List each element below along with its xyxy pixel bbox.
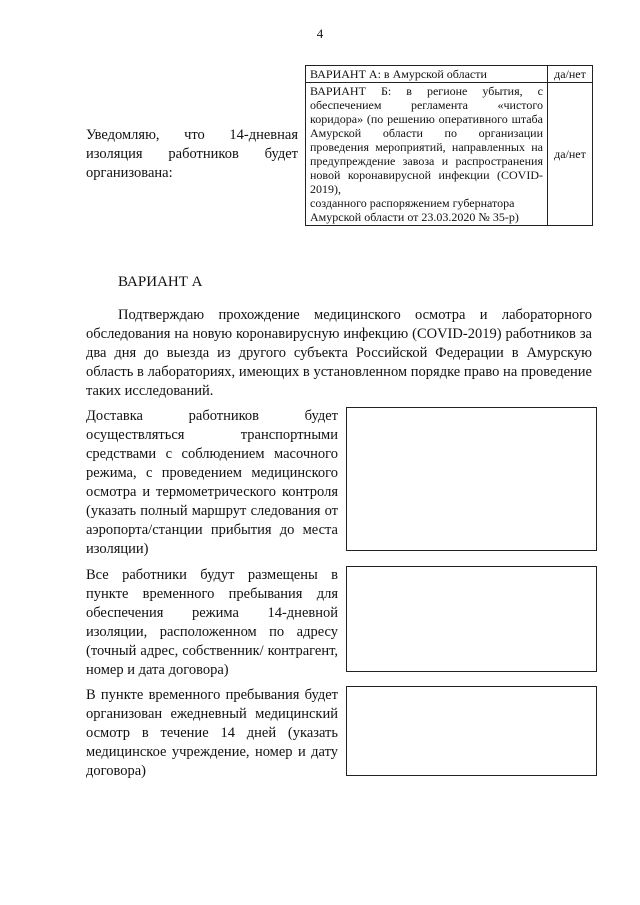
medical-institution-input[interactable] — [346, 686, 597, 776]
isolation-options-table — [305, 65, 593, 226]
page-number: 4 — [316, 26, 324, 41]
accommodation-field-label: Все работники будут размещены в пункте временного пребывания для обеспечения режима 14-дневной изоляции, расположенном по адресу (точный адрес, собственник/ контрагент, номер и дата договора) — [86, 567, 338, 678]
variant-a-row — [306, 66, 593, 83]
variant-b-text-decree: созданного распоряжением губернатора Амурской области от 23.03.2020 № 35-р) — [310, 196, 519, 224]
notification-text: Уведомляю, что 14-дневная изоляция работников будет организована: — [86, 127, 298, 181]
confirmation-paragraph: Подтверждаю прохождение медицинского осмотра и лабораторного обследования на новую коронавирусную инфекцию (COVID-2019) работников за два дня до выезда из другого субъекта Российской Федерации в Амурскую область в лабораториях, имеющих в установленном порядке право на проведение таких исследований. — [86, 307, 592, 399]
accommodation-address-input[interactable] — [346, 566, 597, 672]
transport-field-label: Доставка работников будет осуществляться транспортными средствами с соблюдением масочного режима, с проведением медицинского осмотра и термометрического контроля (указать полный маршрут следования от аэропорта/станции прибытия до места изоляции) — [86, 408, 338, 557]
variant-b-answer[interactable]: да/нет — [548, 83, 593, 226]
section-heading: ВАРИАНТ А — [118, 274, 203, 290]
variant-a-description: ВАРИАНТ А: в Амурской области — [306, 66, 548, 83]
transport-route-input[interactable] — [346, 407, 597, 551]
variant-b-text: ВАРИАНТ Б: в регионе убытия, с обеспечением регламента «чистого коридора» (по решению оперативного штаба Амурской области по организации проведения мероприятий, направленных на предупреждение завоза и распространения новой коронавирусной инфекции (COVID-2019), — [310, 84, 543, 196]
variant-b-description — [306, 83, 548, 226]
medical-exam-field-label: В пункте временного пребывания будет организован ежедневный медицинский осмотр в течение 14 дней (указать медицинское учреждение, номер и дату договора) — [86, 687, 338, 779]
variant-a-answer[interactable]: да/нет — [548, 66, 593, 83]
variant-b-row — [306, 83, 593, 226]
